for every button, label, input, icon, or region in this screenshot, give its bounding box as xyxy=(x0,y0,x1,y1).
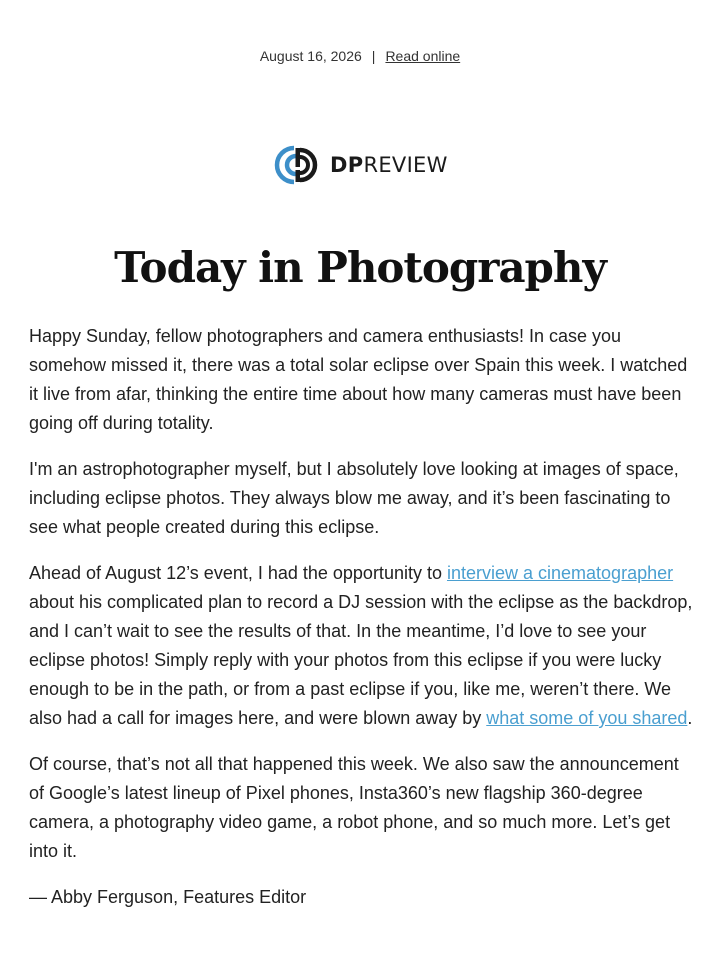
email-header-bar xyxy=(0,47,720,65)
paragraph-eclipse-text-b: about his complicated plan to record a DJ session with the eclipse as the backdrop, and I can’t wait to see the results of that. In the meantime, I’d love to see your eclipse photos! Simply reply with your photos from this eclipse if you were lucky enough to be in the path, or from a past eclipse if you, like me, weren’t there. We also had a call for images here, and were blown away by xyxy=(29,592,693,728)
paragraph-intro: Happy Sunday, fellow photographers and camera enthusiasts! In case you somehow missed it, there was a total solar eclipse over Spain this week. I watched it live from afar, thinking the entire time about how many cameras must have been going off during totality. xyxy=(29,326,688,433)
header-separator: | xyxy=(371,48,376,64)
reader-photos-link[interactable]: what some of you shared xyxy=(486,708,688,728)
newsletter-title: Today in Photography xyxy=(114,243,606,292)
paragraph-astro: I'm an astrophotographer myself, but I absolutely love looking at images of space, including eclipse photos. They always blow me away, and it’s been fascinating to see what people created during this eclipse. xyxy=(29,459,679,537)
read-online-link[interactable]: Read online xyxy=(385,48,461,64)
signature: — Abby Ferguson, Features Editor xyxy=(29,887,307,907)
dpreview-logo[interactable] xyxy=(274,144,448,186)
interview-link[interactable]: interview a cinematographer xyxy=(446,563,674,583)
paragraph-news: Of course, that’s not all that happened this week. We also saw the announcement of Google’s latest lineup of Pixel phones, Insta360’s new flagship 360-degree camera, a photography video game, a robot phone, and so much more. Let’s get into it. xyxy=(29,754,679,861)
paragraph-eclipse xyxy=(29,559,693,733)
issue-date: August 16, 2026 xyxy=(259,48,362,64)
wordmark-dp: DP xyxy=(330,153,364,177)
dpreview-logo-icon xyxy=(274,144,322,186)
newsletter-body xyxy=(29,322,693,929)
wordmark-review: REVIEW xyxy=(363,153,448,177)
dpreview-wordmark xyxy=(330,144,448,186)
paragraph-eclipse-text-c: . xyxy=(687,708,693,728)
paragraph-eclipse-text-a: Ahead of August 12’s event, I had the opportunity to xyxy=(29,563,447,583)
